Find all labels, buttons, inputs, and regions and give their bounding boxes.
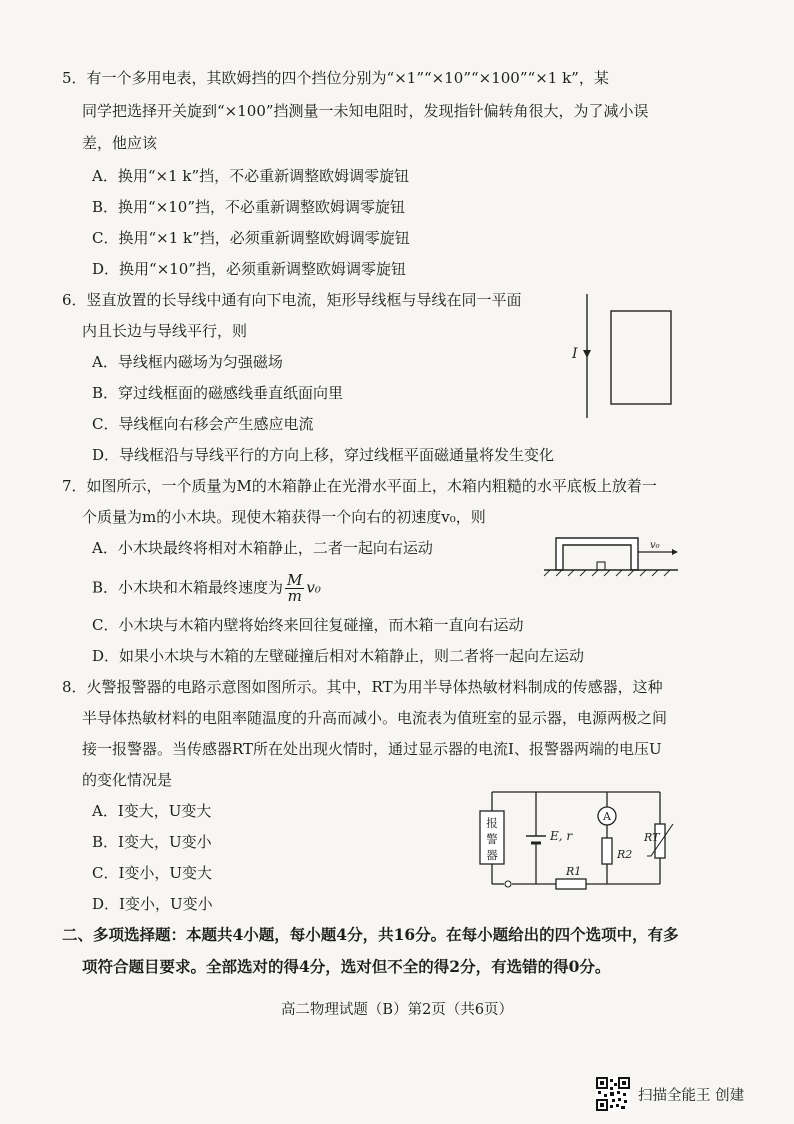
r2-label: R2 (617, 848, 633, 861)
q8-option-c: C．I变小，U变大 (92, 864, 213, 882)
scanner-label: 扫描全能王 创建 (638, 1087, 745, 1104)
source-label: E, r (550, 829, 573, 843)
q6-option-c: C．导线框向右移会产生感应电流 (92, 415, 314, 433)
q7-option-c: C．小木块与木箱内壁将始终来回往复碰撞，而木箱一直向右运动 (92, 616, 524, 634)
q8-line1: 8．火警报警器的电路示意图如图所示。其中，RT为用半导体热敏材料制成的传感器，这种 (62, 678, 663, 696)
q8-line4: 的变化情况是 (82, 771, 173, 789)
fraction-numerator: M (287, 571, 303, 589)
q5-option-a: A．换用“×1 k”挡，不必重新调整欧姆调零旋钮 (92, 167, 410, 185)
rectangular-frame (611, 311, 671, 404)
q7-line1: 7．如图所示，一个质量为M的木箱静止在光滑水平面上，木箱内粗糙的水平底板上放着一 (62, 477, 657, 495)
q5-option-b: B．换用“×10”挡，不必重新调整欧姆调零旋钮 (92, 198, 406, 216)
q8-line2: 半导体热敏材料的电阻率随温度的升高而减小。电流表为值班室的显示器，电源两极之间 (82, 709, 668, 727)
q5-option-d: D．换用“×10”挡，必须重新调整欧姆调零旋钮 (92, 260, 407, 278)
current-label: I (572, 346, 578, 362)
q6-option-a: A．导线框内磁场为匀强磁场 (92, 353, 283, 371)
q7-option-b-text: B．小木块和木箱最终速度为 (92, 578, 284, 597)
q6-line1: 6．竖直放置的长导线中通有向下电流，矩形导线框与导线在同一平面 (62, 291, 522, 309)
q6-wire-frame-figure (568, 292, 678, 424)
resistor-r2 (602, 838, 612, 864)
section2-line2: 项符合题目要求。全部选对的得4分，选对但不全的得2分，有选错的得0分。 (82, 957, 611, 976)
q5-line2: 同学把选择开关旋到“×100”挡测量一未知电阻时，发现指针偏转角很大，为了减小误 (82, 102, 649, 120)
q5-line3: 差，他应该 (82, 134, 158, 152)
q8-line3: 接一报警器。当传感器RT所在处出现火情时，通过显示器的电流I、报警器两端的电压U (82, 740, 662, 758)
small-block (597, 562, 605, 570)
fraction-denominator: m (287, 587, 302, 605)
rt-label: RT (644, 831, 660, 844)
velocity-label: v₀ (650, 540, 660, 551)
alarm-label-3: 器 (486, 848, 498, 862)
q8-option-d: D．I变小，U变小 (92, 895, 213, 913)
q8-option-b: B．I变大，U变小 (92, 833, 212, 851)
ammeter-label: A (603, 810, 611, 823)
q7-option-b-velocity: v₀ (306, 578, 321, 597)
ground-hatch (544, 570, 670, 576)
q7-option-a: A．小木块最终将相对木箱静止，二者一起向右运动 (92, 539, 433, 557)
r1-label: R1 (566, 865, 582, 878)
scanner-watermark (596, 1077, 744, 1111)
resistor-r1 (556, 879, 586, 889)
current-arrow-icon (583, 350, 591, 358)
q7-line2: 个质量为m的小木块。现使木箱获得一个向右的初速度v₀，则 (82, 508, 486, 526)
q7-box-figure (542, 530, 682, 578)
q6-option-d: D．导线框沿与导线平行的方向上移，穿过线框平面磁通量将发生变化 (92, 446, 555, 464)
q5-line1: 5．有一个多用电表，其欧姆挡的四个挡位分别为“×1”“×10”“×100”“×1 k”，某 (62, 69, 609, 87)
qr-code-icon (596, 1077, 630, 1111)
q8-option-a: A．I变大，U变大 (92, 802, 212, 820)
mass-ratio-fraction (285, 573, 304, 604)
arrow-right-icon (672, 549, 678, 555)
alarm-label-1: 报 (486, 816, 498, 830)
q8-circuit-figure (470, 786, 690, 898)
q6-line2: 内且长边与导线平行，则 (82, 322, 248, 340)
q5-option-c: C．换用“×1 k”挡，必须重新调整欧姆调零旋钮 (92, 229, 410, 247)
q7-option-b (92, 573, 321, 604)
q7-option-d: D．如果小木块与木箱的左壁碰撞后相对木箱静止，则二者将一起向左运动 (92, 647, 585, 665)
terminal-node (505, 881, 511, 887)
alarm-label-2: 警 (486, 832, 498, 846)
q6-option-b: B．穿过线框面的磁感线垂直纸面向里 (92, 384, 344, 402)
page-footer: 高二物理试题（B）第2页（共6页） (280, 1002, 514, 1018)
section2-line1: 二、多项选择题：本题共4小题，每小题4分，共16分。在每小题给出的四个选项中，有多 (62, 925, 679, 944)
